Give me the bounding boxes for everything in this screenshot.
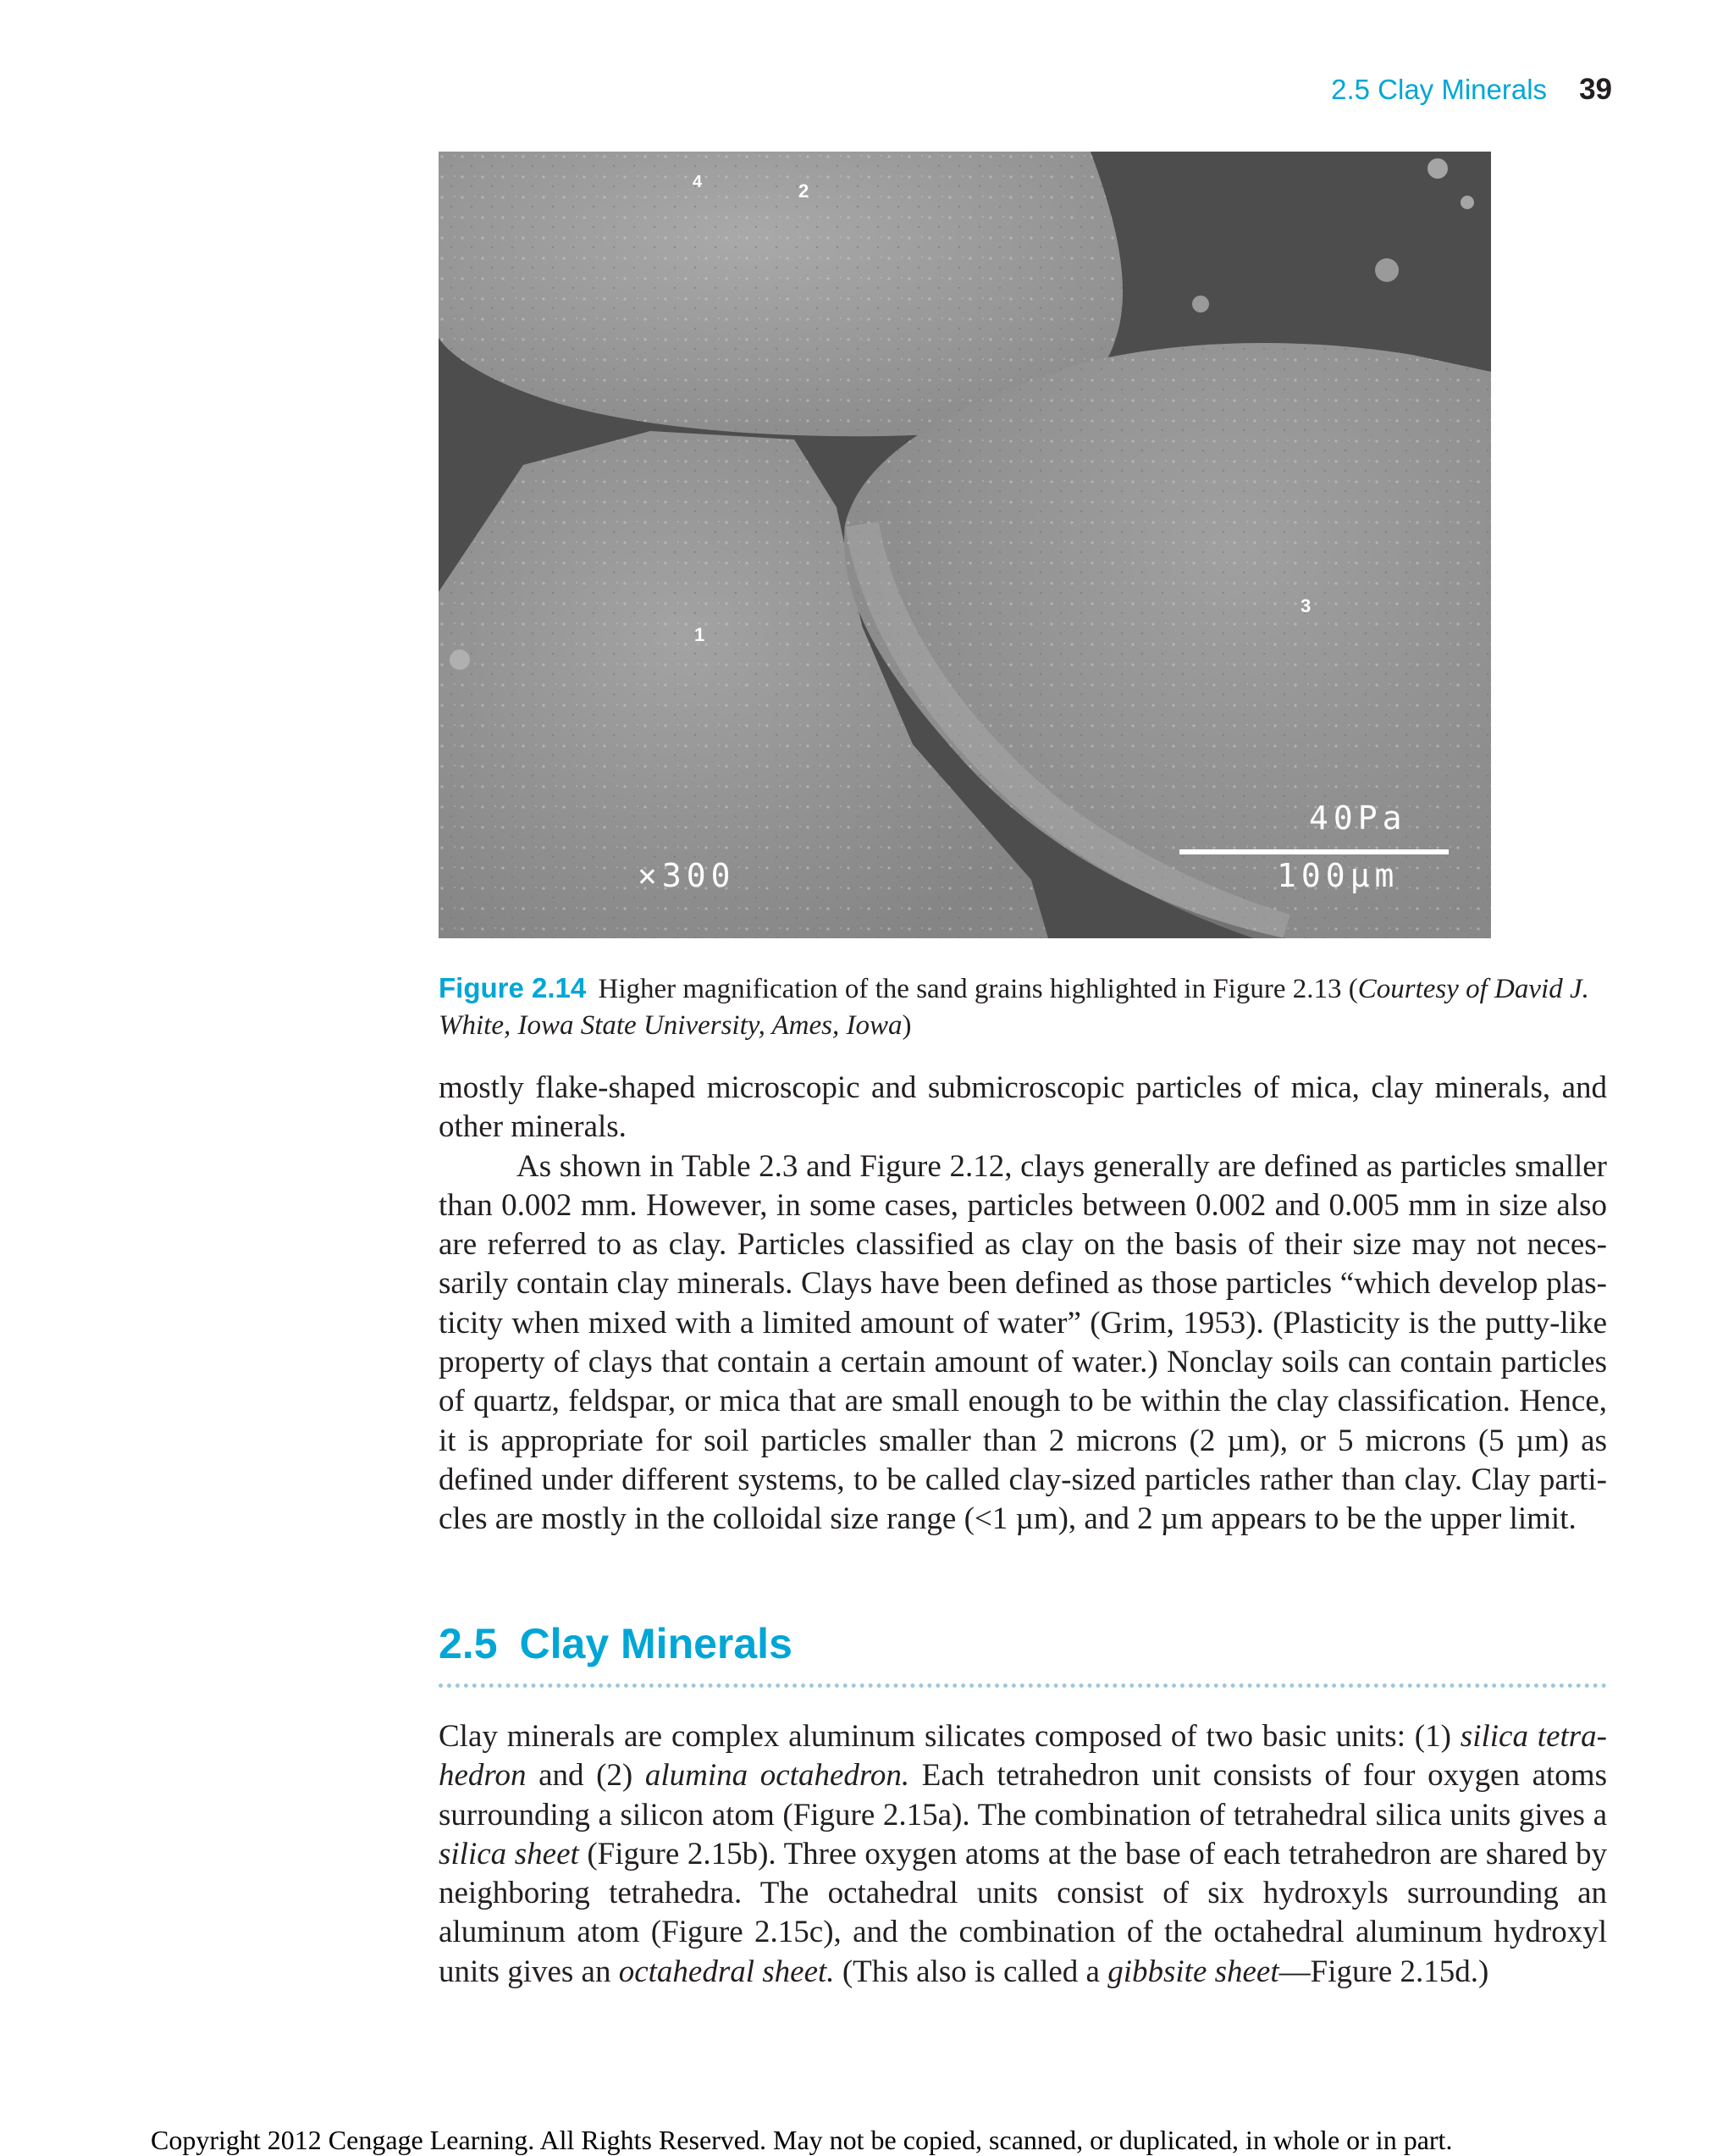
- section-paragraph: [439, 1717, 1607, 1992]
- figure-caption-text: Higher magnification of the sand grains highlighted in Figure 2.13 (: [598, 974, 1358, 1004]
- section-text-2: and (2): [526, 1758, 645, 1794]
- page-number: 39: [1579, 73, 1612, 106]
- figure-caption-close: ): [902, 1010, 912, 1041]
- sem-micrograph-drawing: [439, 152, 1491, 938]
- figure-caption-label: Figure 2.14: [439, 972, 587, 1003]
- scale-bar: [1179, 849, 1449, 854]
- term-gibbsite-sheet: gibbsite sheet: [1107, 1954, 1279, 1989]
- sem-micrograph: [439, 152, 1491, 938]
- section-number: 2.5: [439, 1620, 498, 1667]
- section-text-4: (Figure 2.15b). Three oxygen atoms at the base of each tetrahedron are shared by neighboring tetrahedra. The octahedral units consist of six hydroxyls surrounding an aluminum atom (Figure 2.15c), and the combination of the octahedral aluminum hydroxyl units gives an: [439, 1836, 1607, 1989]
- section-body: [439, 1717, 1607, 1992]
- figure-caption-credit: Courtesy of David J. White, Iowa State University, Ames, Iowa: [439, 974, 1589, 1041]
- section-text-6: —Figure 2.15d.): [1278, 1954, 1489, 1989]
- grain-label-4: 4: [693, 173, 703, 191]
- section-rule: [439, 1683, 1607, 1688]
- pressure-label: 40Pa: [1309, 799, 1407, 837]
- section-text-5: (This also is called a: [834, 1954, 1108, 1989]
- running-head: [1331, 73, 1612, 107]
- term-alumina-octahedron: alumina octahedron.: [644, 1758, 910, 1794]
- term-silica-sheet: silica sheet: [439, 1836, 579, 1871]
- term-silica-tetrahedron: silica tetra-hedron: [439, 1719, 1607, 1794]
- grain-label-1: 1: [694, 624, 705, 645]
- grain-label-2: 2: [798, 180, 809, 202]
- section-text-1: Clay minerals are complex aluminum silicates composed of two basic units: (1): [439, 1719, 1461, 1754]
- paragraph-2: As shown in Table 2.3 and Figure 2.12, clays generally are defined as particles smaller than 0.002 mm. However, in some cases, particles between 0.002 and 0.005 mm in size also are referred to as clay. Particles classified as clay on the basis of their size may not neces-sarily contain clay minerals. Clays have been defined as those particles “which develop plas-ticity when mixed with a limited amount of water” (Grim, 1953). (Plasticity is the putty-like property of clays that contain a certain amount of water.) Nonclay soils can contain particles of quartz, feldspar, or mica that are small enough to be within the clay classification. Hence, it is appropriate for soil particles smaller than 2 microns (2 µm), or 5 microns (5 µm) as defined under different systems, to be called clay-sized particles rather than clay. Clay parti-cles are mostly in the colloidal size range (<1 µm), and 2 µm appears to be the upper limit.: [439, 1148, 1607, 1537]
- term-octahedral-sheet: octahedral sheet.: [618, 1954, 835, 1989]
- paragraph-1: mostly flake-shaped microscopic and submicroscopic particles of mica, clay minerals, and other minerals.: [439, 1070, 1607, 1145]
- scale-bar-label: 100µm: [1277, 857, 1400, 894]
- section-text-3: Each tetrahedron unit consists of four oxygen atoms surrounding a silicon atom (Figure 2.15a). The combination of tetrahedral silica units gives a: [439, 1758, 1607, 1833]
- figure-caption: [439, 970, 1607, 1044]
- body-text: [439, 1069, 1607, 1540]
- section-title: Clay Minerals: [519, 1620, 792, 1667]
- magnification-label: ×300: [638, 857, 736, 894]
- copyright-footer: Copyright 2012 Cengage Learning. All Rights Reserved. May not be copied, scanned, or duplicated, in whole or in part.: [151, 2125, 1453, 2155]
- grain-label-3: 3: [1300, 595, 1312, 616]
- running-head-section: 2.5 Clay Minerals: [1331, 74, 1548, 105]
- section-heading: [439, 1619, 792, 1668]
